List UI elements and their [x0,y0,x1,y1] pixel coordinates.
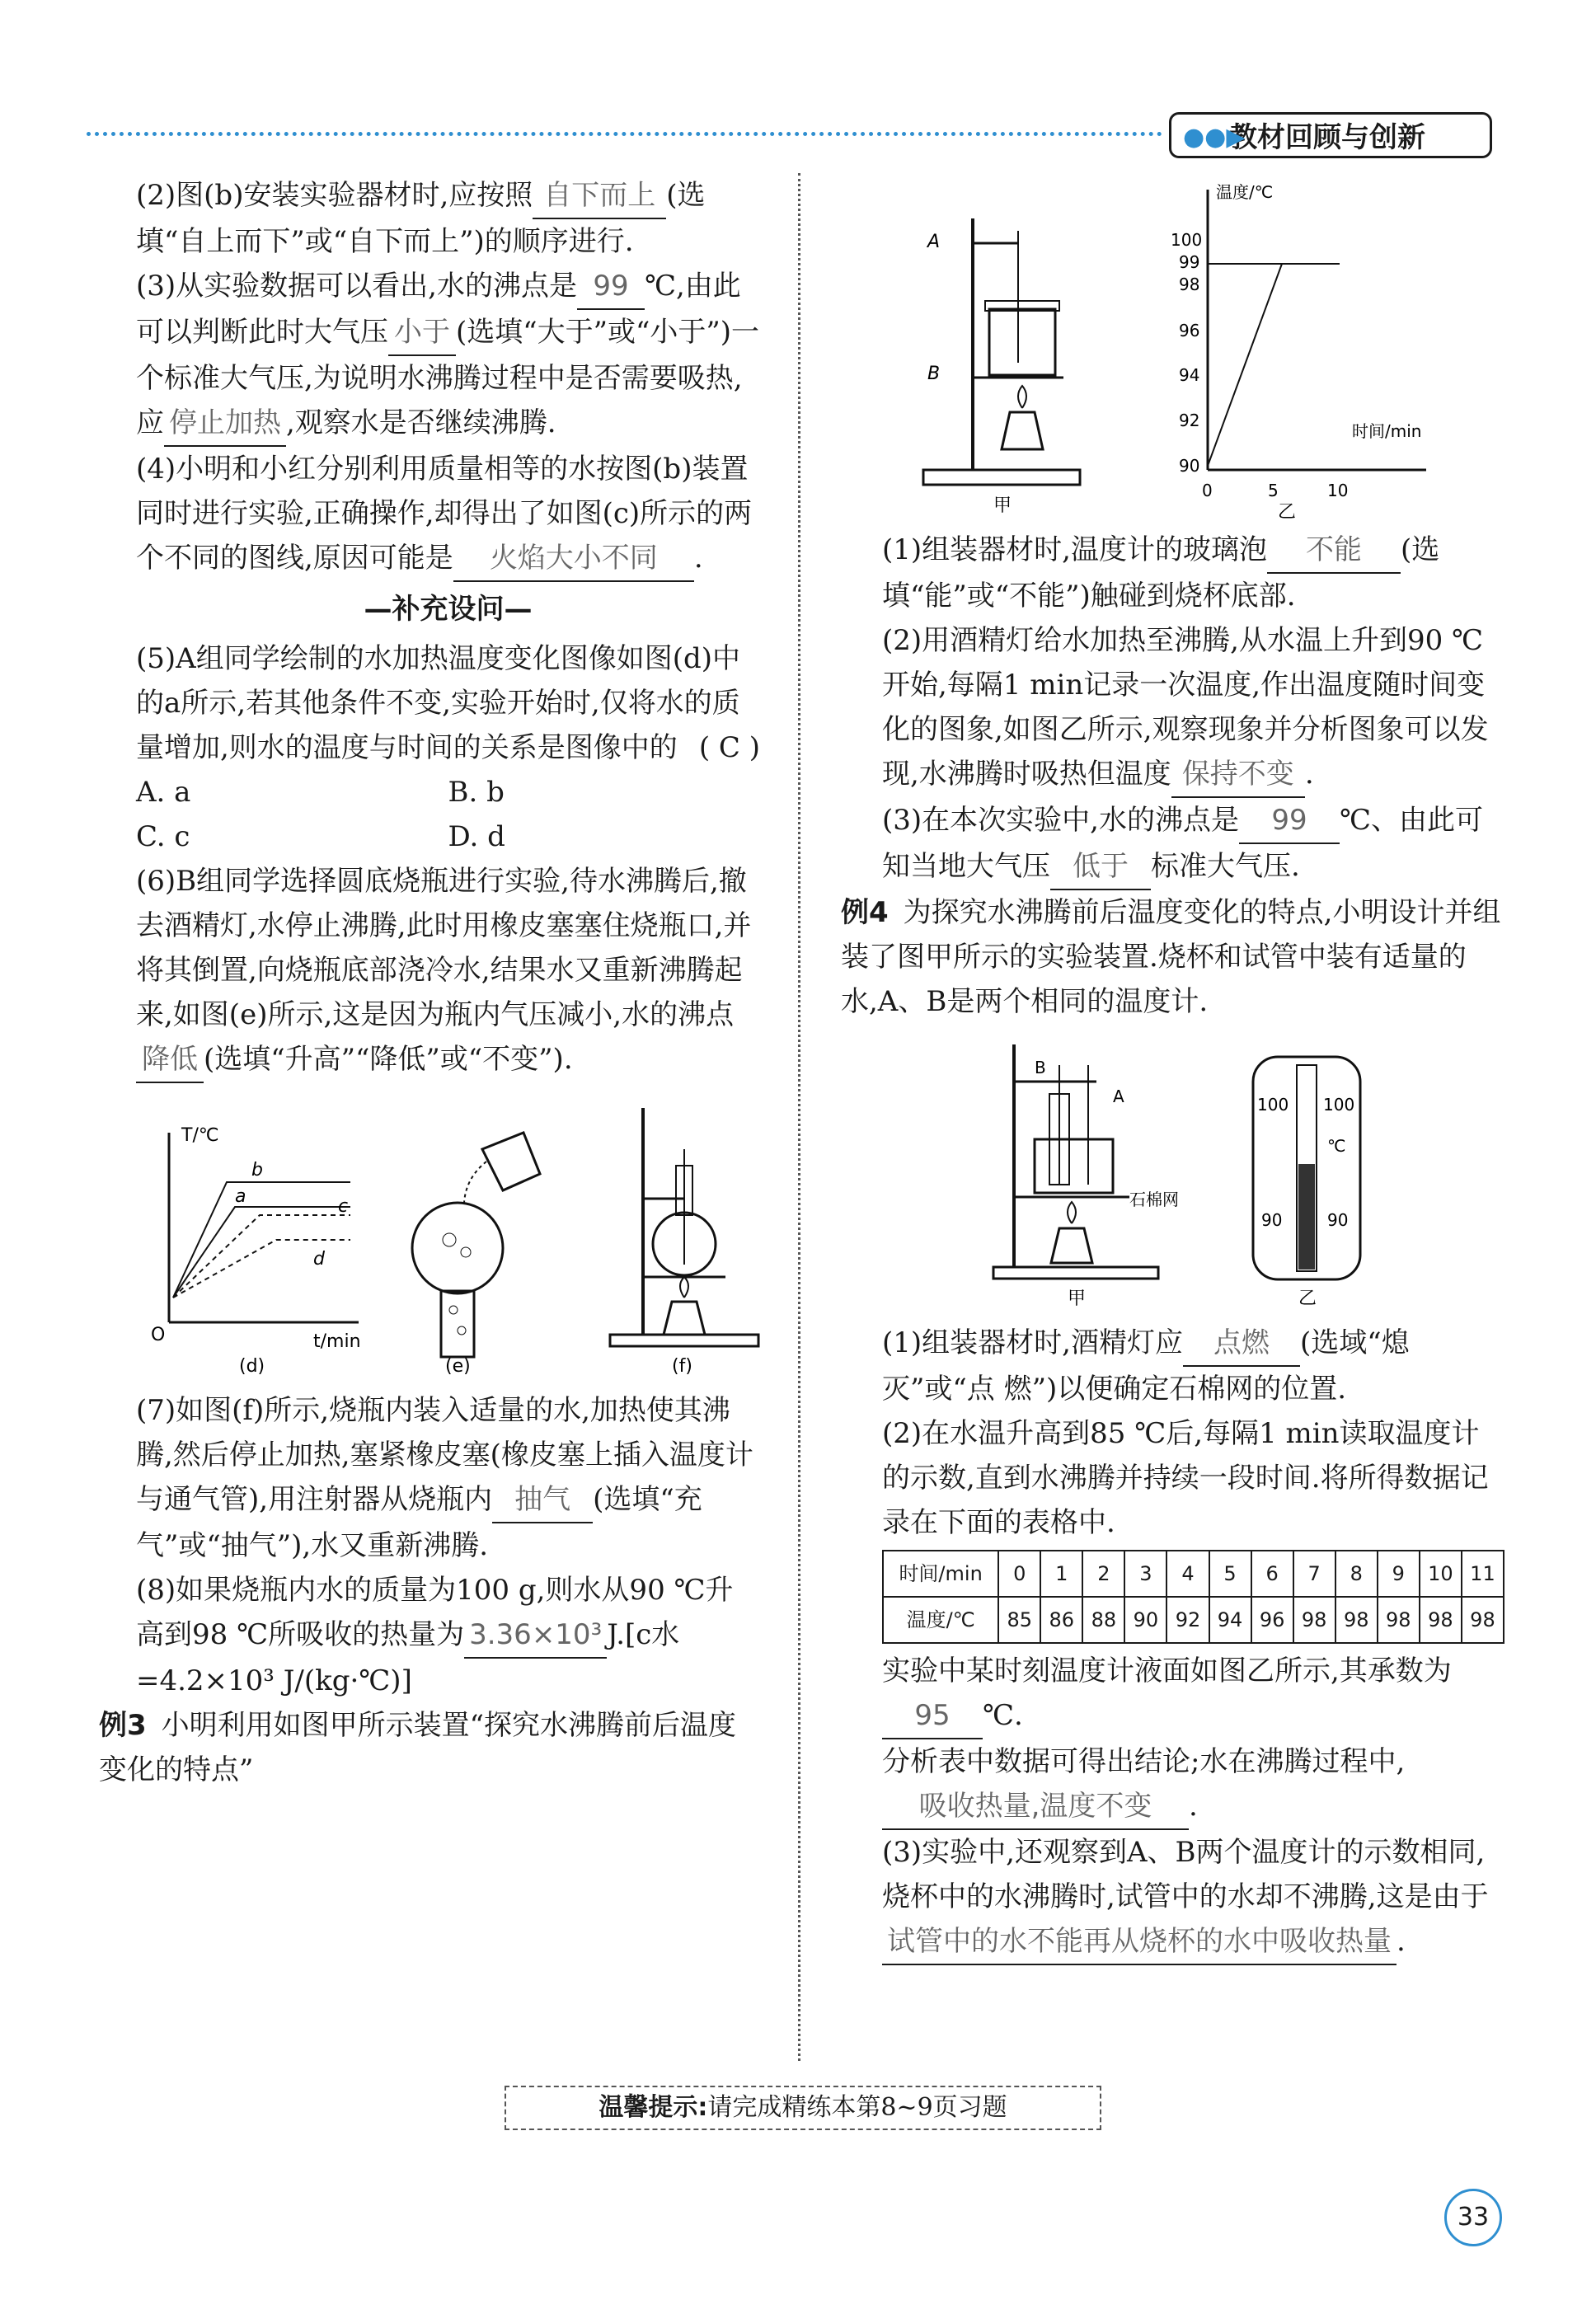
answer-blank: 降低 [136,1037,204,1083]
axis-label-y: 温度/℃ [1216,182,1274,202]
label-a: A [1113,1087,1124,1106]
section-header-tag [1169,112,1492,158]
label-a: A [927,232,941,252]
answer-blank: 3.36×10³ [464,1612,607,1659]
therm-label: 90 [1327,1210,1349,1230]
figure-f-apparatus [610,1108,758,1377]
figure-e-flask [412,1133,540,1377]
ex4-conclusion: 分析表中数据可得出结论;水在沸腾过程中,吸收热量,温度不变 . [882,1739,1504,1830]
figure-caption: 乙 [1278,502,1297,519]
answer-blank: 火焰大小不同 [453,536,694,582]
table-row: 时间/min 0 1 2 3 4 5 6 7 8 9 10 11 [883,1551,1504,1597]
question-6: (6)B组同学选择圆底烧瓶进行实验,待水沸腾后,撤去酒精灯,水停止沸腾,此时用橡皮塞塞住烧瓶口,并将其倒置,向烧瓶底部浇冷水,结果水又重新沸腾起来,如图(e)所示,这是因为瓶内气压减小,水的沸点降低 (选填“升高”“降低”或“不变”). [136,859,760,1083]
curve-label-c: c [338,1196,349,1217]
ex3-question-2: (2)用酒精灯给水加热至沸腾,从水温上升到90 ℃开始,每隔1 min记录一次温度,作出温度随时间变化的图象,如图乙所示,观察现象并分析图象可以发现,水沸腾时吸热但温度 保持不变 . [882,618,1504,798]
question-7: (7)如图(f)所示,烧瓶内装入适量的水,加热使其沸腾,然后停止加热,塞紧橡皮塞(橡皮塞上插入温度计与通气管),用注射器从烧瓶内 抽气 (选填“充气”或“抽气”),水又重新沸腾. [136,1394,753,1562]
figures-ex4 [882,1032,1504,1312]
ex4-question-2: (2)在水温升高到85 ℃后,每隔1 min读取温度计的示数,直到水沸腾并持续一段时间.将所得数据记录在下面的表格中. [882,1417,1489,1539]
answer-blank: 99 [1239,798,1340,844]
footer-tip [505,2086,1101,2130]
example-label: 例3 [99,1709,147,1742]
answer-blank: 自下而上 [533,173,666,219]
y-tick-label: 94 [1179,365,1200,385]
therm-label: 90 [1261,1210,1283,1230]
y-tick-label: 92 [1179,411,1200,430]
column-divider [798,173,800,2061]
answer-blank: 试管中的水不能再从烧杯的水中吸收热量 [882,1919,1396,1965]
axis-label-x: 时间/min [1352,421,1422,441]
left-column [99,173,760,1792]
figure-caption: (d) [239,1356,265,1377]
label-mesh: 石棉网 [1129,1190,1179,1209]
ex4-question-3: (3)实验中,还观察到A、B两个温度计的示数相同,烧杯中的水沸腾时,试管中的水却不沸腾,这是由于试管中的水不能再从烧杯的水中吸收热量 . [882,1830,1504,1965]
question-3: (3)从实验数据可以看出,水的沸点是 99 ℃,由此可以判断此时大气压 小于 (选填“大于”或“小于”)一个标准大气压,为说明水沸腾过程中是否需要吸热,应 停止加热 ,观察水是否继续沸腾. [136,264,760,447]
answer-blank: 吸收热量,温度不变 [882,1784,1189,1830]
figure-caption: 甲 [1068,1288,1087,1309]
therm-label: 100 [1257,1095,1289,1115]
y-tick-label: 90 [1179,456,1200,476]
section-header-label: 教材回顾与创新 [1229,121,1425,154]
figure-caption: (f) [672,1356,692,1377]
answer-blank: 点燃 [1183,1321,1300,1367]
x-tick-label: 10 [1327,481,1349,500]
question-2: (2)图(b)安装实验器材时,应按照 自下而上 (选填“自上而下”或“自下而上”)的顺序进行. [136,173,760,264]
y-tick-label: 96 [1179,321,1200,340]
x-tick-label: 0 [1202,481,1213,500]
y-tick-label: 98 [1179,275,1200,294]
example-4: 例4 为探究水沸腾前后温度变化的特点,小明设计并组装了图甲所示的实验装置.烧杯和试管中装有适量的水,A、B是两个相同的温度计. [841,896,1501,1018]
x-tick-label: 5 [1268,481,1279,500]
question-4: (4)小明和小红分别利用质量相等的水按图(b)装置同时进行实验,正确操作,却得出了如图(c)所示的两个不同的图线,原因可能是 火焰大小不同 . [136,447,760,582]
table-row: 温度/℃ 85 86 88 90 92 94 96 98 98 98 98 98 [883,1597,1504,1643]
answer-blank: 抽气 [492,1477,593,1523]
figures-ex3 [882,173,1504,519]
figure-ex4-jia [993,1044,1179,1309]
graph-yi [1171,182,1426,519]
answer-blank: 不能 [1267,528,1401,574]
answer-blank: 95 [882,1693,983,1739]
data-table [882,1550,1504,1644]
answer-blank: 停止加热 [164,401,286,447]
figure-caption: 甲 [993,495,1012,516]
curve-label-d: d [313,1249,325,1270]
y-tick-label: 100 [1171,230,1203,250]
figure-caption: 乙 [1298,1288,1317,1309]
figure-d-graph [151,1125,361,1377]
ex4-question-1: (1)组装器材时,酒精灯应 点燃 (选域“熄灭”或“点 燃”)以便确定石棉网的位置. [882,1321,1504,1411]
answer-blank: 小于 [388,310,456,356]
figures-def [136,1100,760,1380]
curve-label-b: b [251,1160,263,1180]
footer-text: 请完成精练本第8~9页习题 [707,2093,1007,2122]
answer-blank: 保持不变 [1171,752,1305,798]
options-row: C. c D. d [136,820,505,853]
question-5: (5)A组同学绘制的水加热温度变化图像如图(d)中的a所示,若其他条件不变,实验开始时,仅将水的质量增加,则水的温度与时间的关系是图像中的 ( C ) [136,636,760,770]
curve-label-a: a [235,1186,246,1207]
page-number: 33 [1444,2189,1502,2246]
label-b: B [1035,1058,1046,1077]
figure-jia-apparatus [923,218,1080,516]
answer-choice: ( C ) [698,731,760,764]
ex4-question-2b: 实验中某时刻温度计液面如图乙所示,其承数为95 ℃. [882,1649,1504,1739]
y-tick-label: 99 [1179,252,1200,272]
label-b: B [927,364,941,384]
section-title: —补充设问— [364,593,533,626]
origin-label: O [151,1325,166,1345]
ex3-question-3: (3)在本次实验中,水的沸点是 99 ℃、由此可知当地大气压 低于 标准大气压. [882,798,1504,890]
figure-ex4-thermometer [1253,1057,1360,1309]
therm-unit: ℃ [1327,1136,1346,1156]
therm-label: 100 [1323,1095,1355,1115]
right-column [841,173,1504,1965]
question-8: (8)如果烧瓶内水的质量为100 g,则水从90 ℃升高到98 ℃所吸收的热量为 3.36×10³ J.[c水=4.2×10³ J/(kg·℃)] [136,1574,734,1697]
axis-label-x: t/min [313,1331,361,1352]
example-label: 例4 [841,896,889,929]
footer-label: 温馨提示: [598,2093,708,2122]
answer-blank: 低于 [1050,844,1151,890]
header-dotted-line [87,132,1162,136]
ex3-question-1: (1)组装器材时,温度计的玻璃泡 不能 (选填“能”或“不能”)触碰到烧杯底部. [882,528,1504,618]
answer-blank: 99 [577,264,645,310]
axis-label-y: T/℃ [181,1125,219,1146]
arrow-icon: ●●▶ [1183,123,1246,152]
example-3: 例3 小明利用如图甲所示装置“探究水沸腾前后温度变化的特点” [99,1709,737,1786]
options-row: A. a B. b [136,776,505,809]
figure-caption: (e) [445,1356,471,1377]
